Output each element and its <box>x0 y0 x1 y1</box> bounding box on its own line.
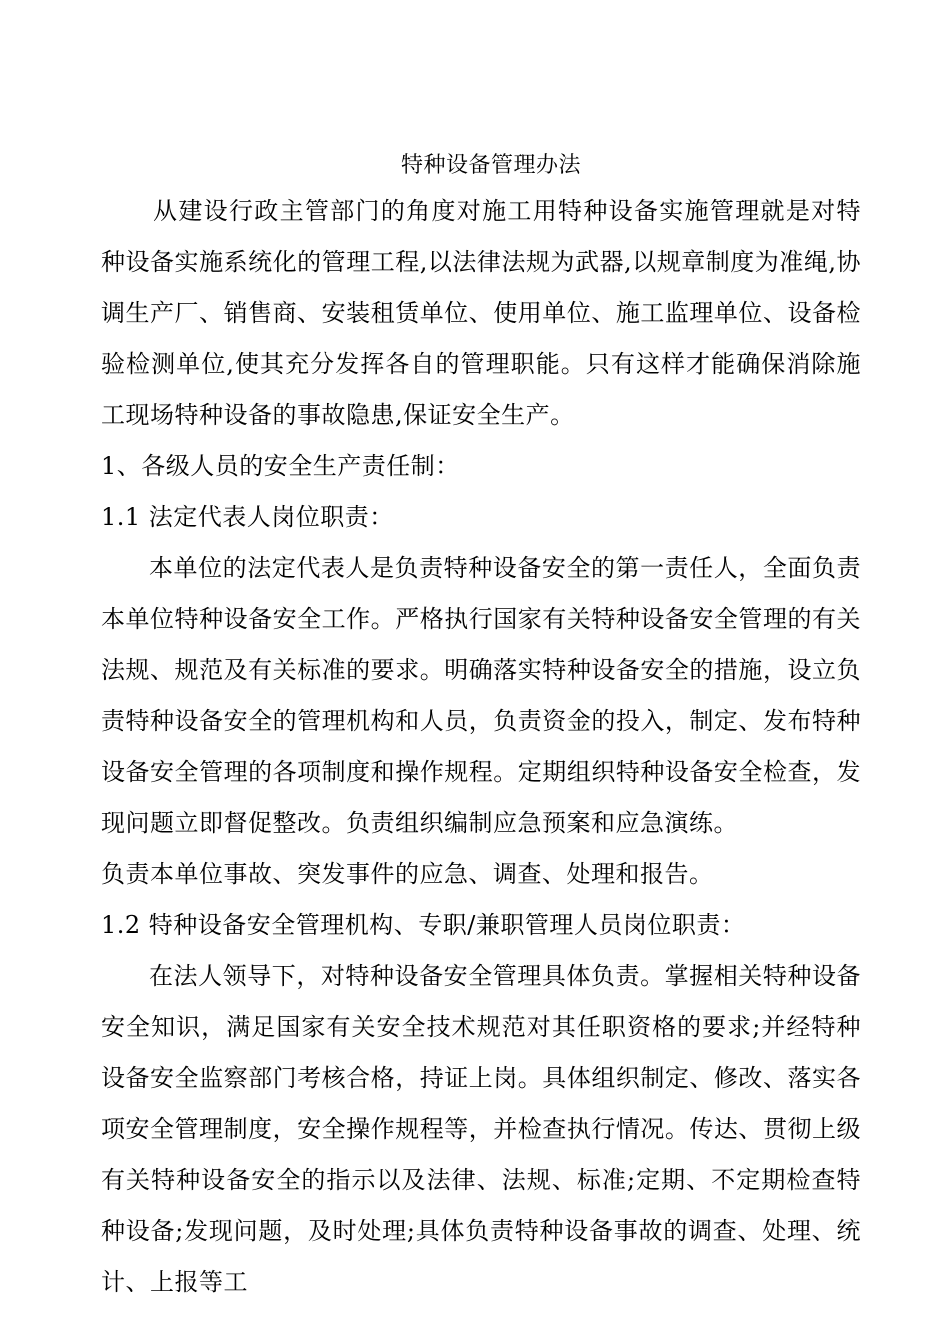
section-1-heading: 1、各级人员的安全生产责任制： <box>101 452 460 480</box>
section-1-1-extra-line: 负责本单位事故、突发事件的应急、调查、处理和报告。 <box>101 860 714 888</box>
section-1-2-paragraph: 在法人领导下，对特种设备安全管理具体负责。掌握相关特种设备安全知识，满足国家有关安全技术规范对其任职资格的要求;并经特种设备安全监察部门考核合格，持证上岗。具体组织制定、修改、落实各项安全管理制度，安全操作规程等，并检查执行情况。传达、贯彻上级有关特种设备安全的指示以及法律、法规、标准;定期、不定期检查特种设备;发现问题，及时处理;具体负责特种设备事故的调查、处理、统计、上报等工 <box>101 962 861 1296</box>
section-1-2-heading: 1.2 特种设备安全管理机构、专职/兼职管理人员岗位职责： <box>101 911 746 939</box>
section-1-1-heading: 1.1 法定代表人岗位职责： <box>101 503 394 531</box>
document-body <box>101 146 861 1308</box>
section-1-1-paragraph: 本单位的法定代表人是负责特种设备安全的第一责任人，全面负责本单位特种设备安全工作。严格执行国家有关特种设备安全管理的有关法规、规范及有关标准的要求。明确落实特种设备安全的措施，设立负责特种设备安全的管理机构和人员，负责资金的投入，制定、发布特种设备安全管理的各项制度和操作规程。定期组织特种设备安全检查，发现问题立即督促整改。负责组织编制应急预案和应急演练。 <box>101 554 861 837</box>
intro-paragraph: 从建设行政主管部门的角度对施工用特种设备实施管理就是对特种设备实施系统化的管理工程,以法律法规为武器,以规章制度为准绳,协调生产厂、销售商、安装租赁单位、使用单位、施工监理单位、设备检验检测单位,使其充分发挥各自的管理职能。只有这样才能确保消除施工现场特种设备的事故隐患,保证安全生产。 <box>101 197 861 429</box>
document-title: 特种设备管理办法 <box>400 153 581 178</box>
